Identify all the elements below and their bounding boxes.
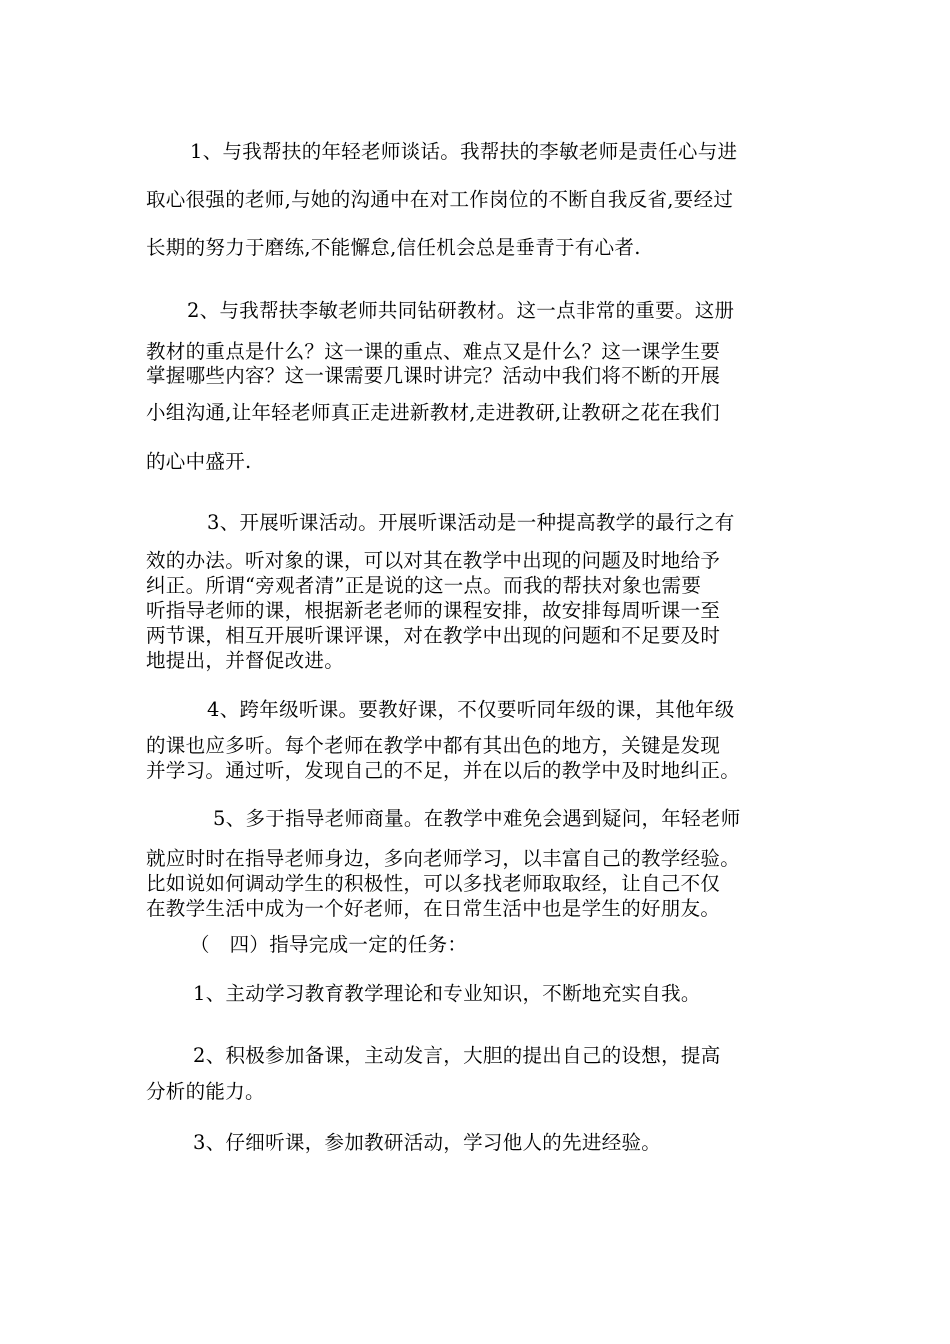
list-item: 1、主动学习教育教学理论和专业知识，不断地充实自我。 [193, 982, 701, 1005]
list-item: 3、仔细听课，参加教研活动，学习他人的先进经验。 [193, 1131, 662, 1154]
text-line: 的心中盛开. [146, 450, 252, 473]
text-line: 教材的重点是什么？这一课的重点、难点又是什么？这一课学生要 [146, 340, 721, 363]
text-line: 2、与我帮扶李敏老师共同钻研教材。这一点非常的重要。这册 [187, 299, 735, 322]
text-line: 掌握哪些内容？这一课需要几课时讲完？活动中我们将不断的开展 [146, 364, 721, 387]
text-line: 长期的努力于磨练,不能懈怠,信任机会总是垂青于有心者. [146, 236, 641, 259]
text-line: 小组沟通,让年轻老师真正走进新教材,走进教研,让教研之花在我们 [146, 401, 720, 424]
text-line: 分析的能力。 [146, 1080, 265, 1103]
text-line: 纠正。所谓“旁观者清”正是说的这一点。而我的帮扶对象也需要 [146, 574, 702, 597]
text-line: 就应时时在指导老师身边，多向老师学习，以丰富自己的教学经验。 [146, 847, 741, 870]
text-line: 3、开展听课活动。开展听课活动是一种提高教学的最行之有 [207, 511, 735, 534]
text-line: 两节课，相互开展听课评课，对在教学中出现的问题和不足要及时 [146, 624, 721, 647]
text-line: 4、跨年级听课。要教好课，不仅要听同年级的课，其他年级 [207, 698, 735, 721]
list-item: 2、积极参加备课，主动发言，大胆的提出自己的设想，提高 [193, 1044, 721, 1067]
section-heading: （ 四）指导完成一定的任务： [190, 933, 468, 956]
text-line: 比如说如何调动学生的积极性，可以多找老师取取经，让自己不仅 [146, 872, 721, 895]
text-line: 5、多于指导老师商量。在教学中难免会遇到疑问，年轻老师 [213, 807, 741, 830]
text-line: 取心很强的老师,与她的沟通中在对工作岗位的不断自我反省,要经过 [146, 188, 734, 211]
text-line: 地提出，并督促改进。 [146, 649, 345, 672]
text-line: 并学习。通过听，发现自己的不足，并在以后的教学中及时地纠正。 [146, 759, 741, 782]
text-line: 1、与我帮扶的年轻老师谈话。我帮扶的李敏老师是责任心与进 [190, 140, 738, 163]
text-line: 的课也应多听。每个老师在教学中都有其出色的地方，关键是发现 [146, 734, 721, 757]
text-line: 在教学生活中成为一个好老师，在日常生活中也是学生的好朋友。 [146, 897, 721, 920]
text-line: 效的办法。听对象的课，可以对其在教学中出现的问题及时地给予 [146, 549, 721, 572]
text-line: 听指导老师的课，根据新老老师的课程安排，故安排每周听课一至 [146, 599, 721, 622]
